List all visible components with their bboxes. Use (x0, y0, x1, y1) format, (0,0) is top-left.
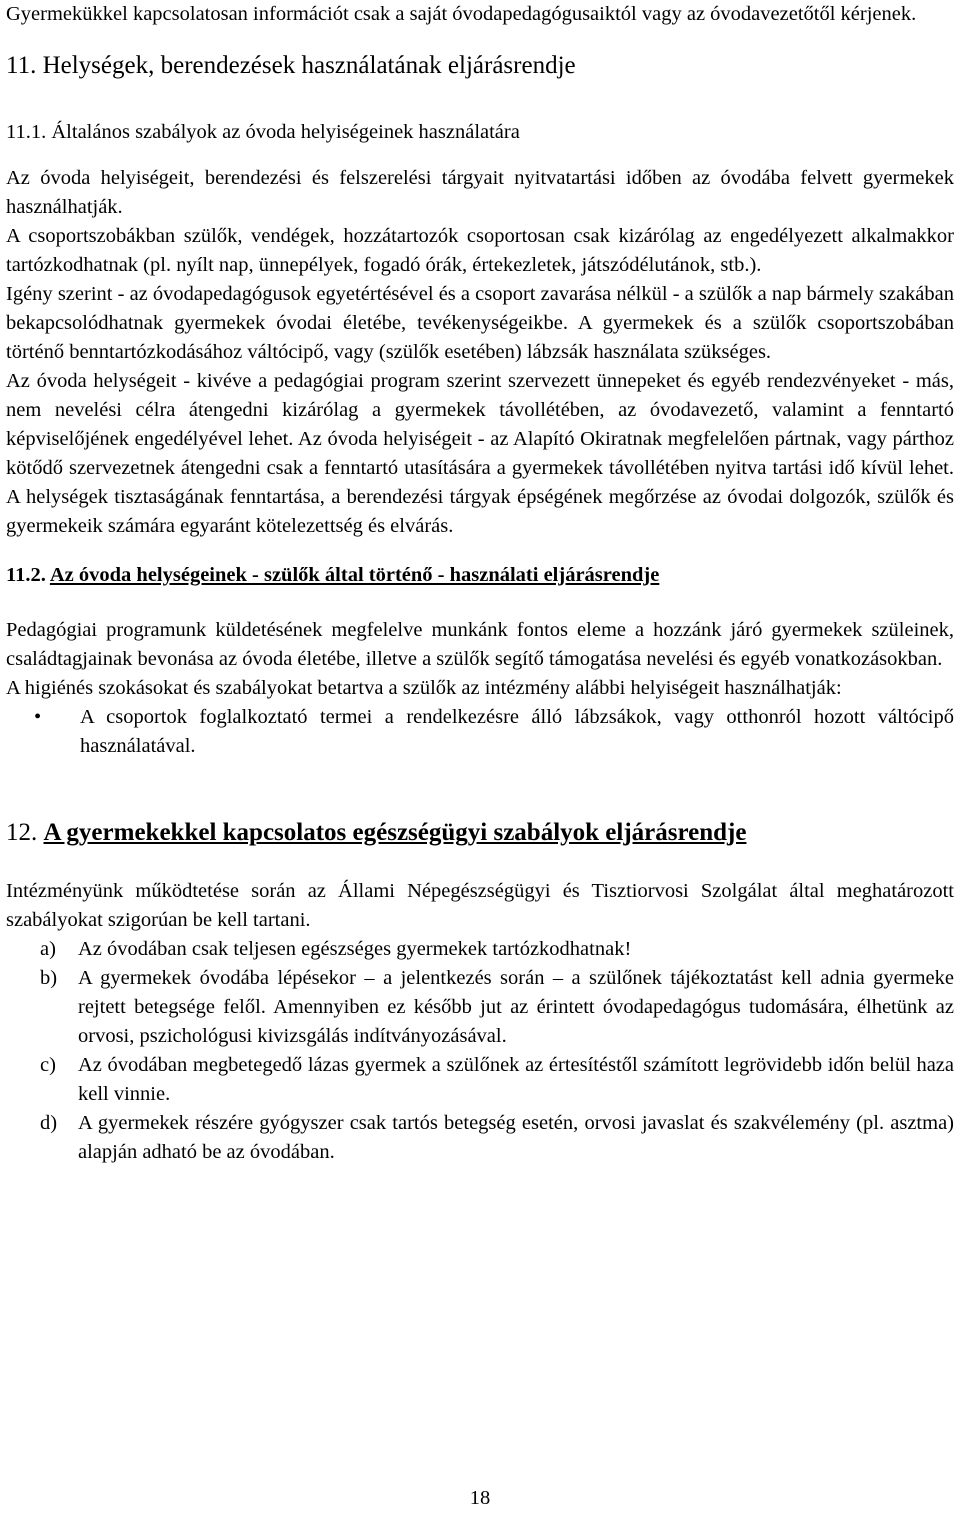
section-12-title: A gyermekekkel kapcsolatos egészségügyi szabályok eljárásrendje (43, 819, 747, 846)
item-label: a) (40, 938, 56, 960)
section-12-number: 12. (6, 819, 38, 846)
section-11-2-heading (6, 561, 954, 590)
section-12-paragraph: Intézményünk működtetése során az Állami Népegészségügyi és Tisztiorvosi Szolgálat által meghatározott szabályokat szigorúan be kell tartani. (6, 880, 954, 931)
section-11-2-paragraph-2: A higiénés szokásokat és szabályokat betartva a szülők az intézmény alábbi helyiségeit használhatják: (6, 677, 842, 699)
list-item (6, 935, 954, 964)
section-11-1-paragraph-3: Igény szerint - az óvodapedagógusok egyetértésével és a csoport zavarása nélkül - a szülők a nap bármely szakában bekapcsolódhatnak gyermekek óvodai életébe, tevékenységeikbe. A gyermekek és a szülők csoportszobában történő benntartózkodásához váltócipő, vagy (szülők esetében) lábzsák használata szükséges. (6, 283, 954, 363)
list-item (6, 1051, 954, 1109)
bullet-text: A csoportok foglalkoztató termei a rendelkezésre álló lábzsákok, vagy otthonról hozott váltócipő használatával. (80, 706, 954, 757)
section-11-heading (6, 51, 954, 80)
section-11-1-paragraph-4: Az óvoda helységeit - kivéve a pedagógiai program szerint szervezett ünnepeket és egyéb rendezvényeket - más, nem nevelési célra átengedni kizárólag a gyermekek távollétében, az óvodavezető, valamint a fenntartó képviselőjének engedélyével lehet. Az óvoda helyiségeit - az Alapító Okiratnak megfelelően pártnak, vagy párthoz kötődő szervezetnek átengedni csak a fenntartó utasítására a gyermekek távollétében nyitva tartási idő kívül lehet. A helységek tisztaságának fenntartása, a berendezési tárgyak épségének megőrzése az óvodai dolgozók, szülők és gyermekeik számára egyaránt kötelezettség és elvárás. (6, 370, 954, 537)
section-11-1-paragraph-1: Az óvoda helyiségeit, berendezési és felszerelési tárgyait nyitvatartási időben az óvodába felvett gyermekek használhatják. (6, 167, 954, 218)
section-11-1-title: Általános szabályok az óvoda helyiségeinek használatára (51, 121, 520, 143)
section-11-title: Helységek, berendezések használatának eljárásrendje (42, 52, 576, 79)
section-12-heading (6, 818, 954, 847)
section-11-2-number: 11.2. (6, 564, 46, 586)
item-text: A gyermekek részére gyógyszer csak tartós betegség esetén, orvosi javaslat és szakvélemény (pl. asztma) alapján adható be az óvodában. (78, 1112, 954, 1163)
list-item (6, 964, 954, 1051)
bullet-icon: • (34, 706, 42, 728)
section-11-number: 11. (6, 52, 37, 79)
document-page (6, 0, 954, 1167)
list-item (6, 703, 954, 761)
section-11-2-paragraph-1: Pedagógiai programunk küldetésének megfelelve munkánk fontos eleme a hozzánk járó gyermekek szüleinek, családtagjainak bevonása az óvoda életébe, illetve a szülők segítő támogatása nevelési és egyéb vonatkozásokban. (6, 619, 954, 670)
intro-paragraph: Gyermekükkel kapcsolatosan információt csak a saját óvodapedagógusaiktól vagy az óvodavezetőtől kérjenek. (6, 3, 917, 25)
section-11-1-number: 11.1. (6, 121, 47, 143)
section-11-2-title: Az óvoda helységeinek - szülők által történő - használati eljárásrendje (49, 564, 660, 586)
item-text: Az óvodában csak teljesen egészséges gyermekek tartózkodhatnak! (78, 938, 632, 960)
section-11-1-paragraph-2: A csoportszobákban szülők, vendégek, hozzátartozók csoportosan csak kizárólag az engedélyezett alkalmakkor tartózkodhatnak (pl. nyílt nap, ünnepélyek, fogadó órák, értekezletek, játszódélutánok, stb.). (6, 225, 954, 276)
item-label: b) (40, 967, 58, 989)
section-11-1-heading (6, 118, 954, 147)
page-number: 18 (469, 1487, 491, 1509)
item-label: d) (40, 1112, 58, 1134)
item-text: A gyermekek óvodába lépésekor – a jelentkezés során – a szülőnek tájékoztatást kell adnia gyermeke rejtett betegsége felől. Amennyiben ez később jut az érintett óvodapedagógus tudomására, élhetünk az orvosi, pszichológusi kivizsgálás indítványozásával. (78, 967, 954, 1047)
item-label: c) (40, 1054, 56, 1076)
list-item (6, 1109, 954, 1167)
section-12-item-list (6, 935, 954, 1167)
section-11-2-bullet-list (6, 703, 954, 761)
item-text: Az óvodában megbetegedő lázas gyermek a szülőnek az értesítéstől számított legrövidebb időn belül haza kell vinnie. (78, 1054, 954, 1105)
